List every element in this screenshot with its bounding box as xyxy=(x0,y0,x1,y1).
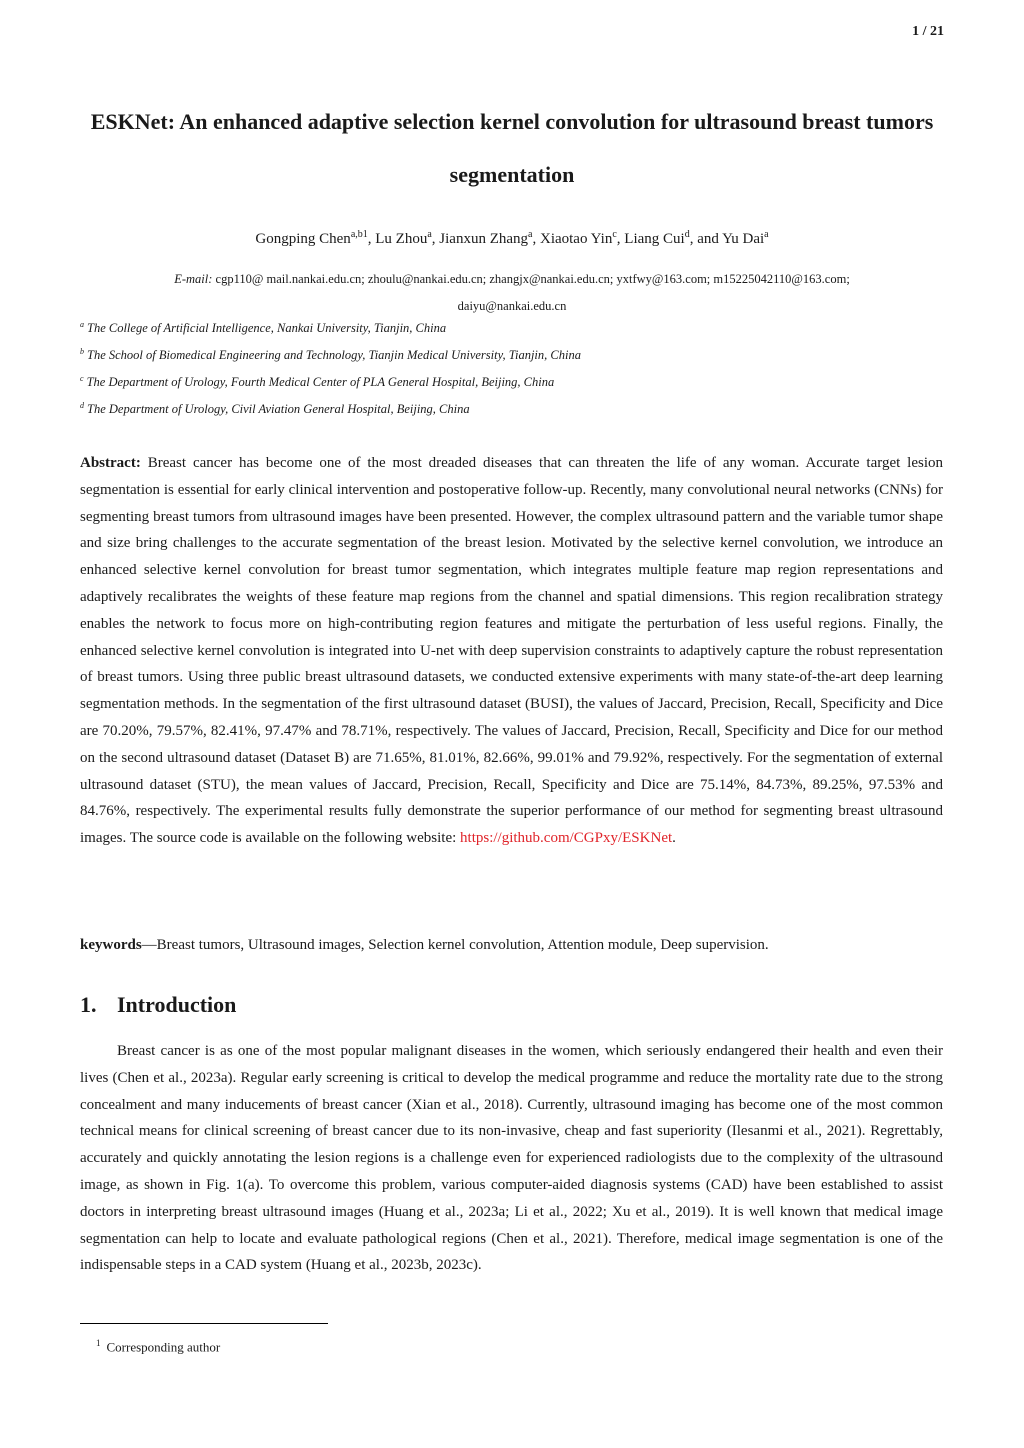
author-affiliation-mark: a xyxy=(528,229,533,240)
author-separator: , and xyxy=(689,231,723,247)
affiliation-text: The Department of Urology, Civil Aviation General Hospital, Beijing, China xyxy=(87,402,470,417)
footnote-text: Corresponding author xyxy=(106,1339,221,1355)
email-addresses: cgp110@ mail.nankai.edu.cn; zhoulu@nankai.edu.cn; zhangjx@nankai.edu.cn; yxtfwy@163.com; m15225042110@163.com; xyxy=(212,272,850,286)
author-affiliation-mark: c xyxy=(612,229,617,240)
author-name: Liang Cui xyxy=(624,231,685,247)
author-list xyxy=(0,229,1024,248)
affiliation-b xyxy=(80,347,581,363)
footnote-divider xyxy=(80,1323,328,1324)
introduction-paragraph: Breast cancer is as one of the most popular malignant diseases in the women, which seriously endangered their health and even their lives (Chen et al., 2023a). Regular early screening is critical to develop the medical programme and reduce the mortality rate due to the strong concealment and many inducements of breast cancer (Xian et al., 2018). Currently, ultrasound imaging has become one of the most common technical means for clinical screening of breast cancer due to its non-invasive, cheap and fast superiority (Ilesanmi et al., 2021). Regrettably, accurately and quickly annotating the lesion regions is a challenge even for experienced radiologists due to the complexity of the ultrasound image, as shown in Fig. 1(a). To overcome this problem, various computer-aided diagnosis systems (CAD) have been established to assist doctors in interpreting breast ultrasound images (Huang et al., 2023a; Li et al., 2022; Xu et al., 2019). It is well known that medical image segmentation can help to locate and evaluate pathological regions (Chen et al., 2021). Therefore, medical image segmentation is one of the indispensable steps in a CAD system (Huang et al., 2023b, 2023c). xyxy=(80,1043,943,1274)
abstract-end: . xyxy=(672,830,676,847)
abstract-text: Breast cancer has become one of the most dreaded diseases that can threaten the life of any woman. Accurate target lesion segmentation is essential for early clinical intervention and postoperative follow-up. Recently, many convolutional neural networks (CNNs) for segmenting breast tumors from ultrasound images have been presented. However, the complex ultrasound pattern and the variable tumor shape and size bring challenges to the accurate segmentation of the breast lesion. Motivated by the selective kernel convolution, we introduce an enhanced selective kernel convolution for breast tumor segmentation, which integrates multiple feature map region representations and adaptively recalibrates the weights of these feature map regions from the channel and spatial dimensions. This region recalibration strategy enables the network to focus more on high-contributing region features and mitigate the perturbation of less useful regions. Finally, the enhanced selective kernel convolution is integrated into U-net with deep supervision constraints to adaptively capture the robust representation of breast tumors. Using three public breast ultrasound datasets, we conducted extensive experiments with many state-of-the-art deep learning segmentation methods. In the segmentation of the first ultrasound dataset (BUSI), the values of Jaccard, Precision, Recall, Specificity and Dice are 70.20%, 79.57%, 82.41%, 97.47% and 78.71%, respectively. The values of Jaccard, Precision, Recall, Specificity and Dice for our method on the second ultrasound dataset (Dataset B) are 71.65%, 81.01%, 82.66%, 99.01% and 79.92%, respectively. For the segmentation of external ultrasound dataset (STU), the mean values of Jaccard, Precision, Recall, Specificity and Dice are 75.14%, 84.73%, 89.25%, 97.53% and 84.76%, respectively. The experimental results fully demonstrate the superior performance of our method for segmenting breast ultrasound images. The source code is available on the following website: xyxy=(80,455,943,847)
affiliation-text: The College of Artificial Intelligence, Nankai University, Tianjin, China xyxy=(87,321,447,336)
author-name: Jianxun Zhang xyxy=(439,231,529,247)
email-label: E-mail: xyxy=(174,272,213,286)
author-separator: , xyxy=(532,231,540,247)
code-link[interactable]: https://github.com/CGPxy/ESKNet xyxy=(460,830,673,847)
author-name: Yu Dai xyxy=(722,231,765,247)
author-affiliation-mark: a xyxy=(764,229,769,240)
abstract-label: Abstract: xyxy=(80,455,141,471)
email-addresses: daiyu@nankai.edu.cn xyxy=(457,299,567,313)
email-block xyxy=(80,266,944,320)
author-name: Xiaotao Yin xyxy=(539,231,613,247)
affiliation-mark: b xyxy=(80,347,84,356)
author-name: Lu Zhou xyxy=(375,231,428,247)
author-separator: , xyxy=(431,231,440,247)
page-number: 1 / 21 xyxy=(912,24,944,39)
author-name: Gongping Chen xyxy=(255,231,351,247)
author-affiliation-mark: a xyxy=(427,229,432,240)
affiliation-a xyxy=(80,320,446,336)
section-number: 1. xyxy=(80,992,97,1017)
abstract xyxy=(80,450,943,852)
section-heading-introduction xyxy=(80,992,236,1018)
footnote-mark: 1 xyxy=(96,1338,101,1348)
section-title: Introduction xyxy=(117,992,237,1017)
author-affiliation-mark: d xyxy=(684,229,690,240)
affiliation-c xyxy=(80,374,554,390)
affiliation-text: The Department of Urology, Fourth Medical Center of PLA General Hospital, Beijing, China xyxy=(86,375,555,390)
keywords xyxy=(80,932,943,959)
email-line xyxy=(80,266,944,293)
affiliation-mark: c xyxy=(80,374,84,383)
keywords-label: keywords xyxy=(80,937,142,953)
author-affiliation-mark: a,b1 xyxy=(350,229,368,240)
keywords-text: —Breast tumors, Ultrasound images, Selection kernel convolution, Attention module, Deep supervision. xyxy=(141,937,769,953)
paper-title: ESKNet: An enhanced adaptive selection kernel convolution for ultrasound breast tumors segmentation xyxy=(90,109,934,187)
author-separator: , xyxy=(367,231,376,247)
affiliation-mark: d xyxy=(80,401,84,410)
email-line xyxy=(80,293,944,320)
author-separator: , xyxy=(616,231,625,247)
footnote xyxy=(96,1338,220,1355)
affiliation-mark: a xyxy=(80,320,84,329)
affiliation-d xyxy=(80,401,470,417)
affiliation-text: The School of Biomedical Engineering and Technology, Tianjin Medical University, Tianjin, China xyxy=(87,348,581,363)
